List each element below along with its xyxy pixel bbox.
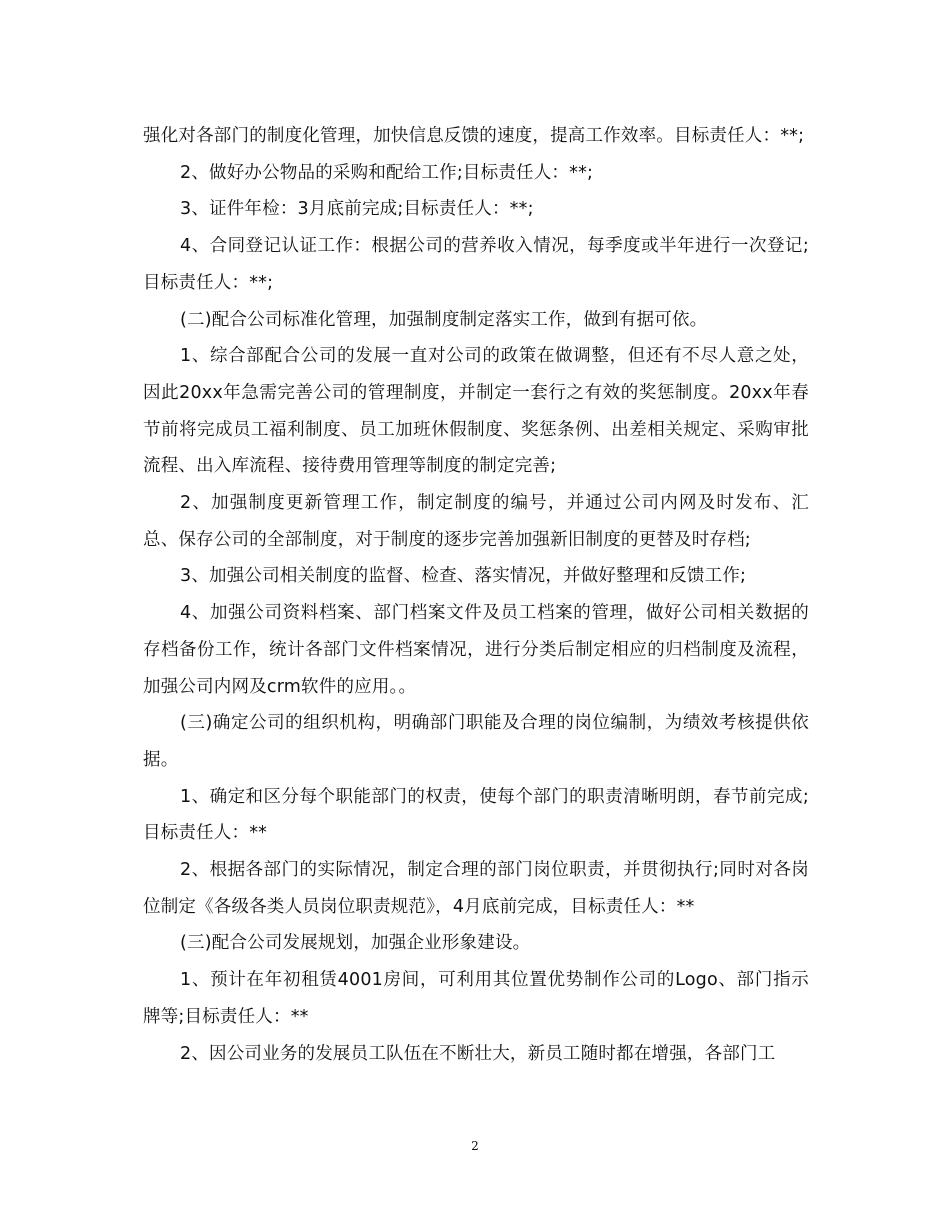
paragraph-item-4: 4、合同登记认证工作：根据公司的营养收入情况，每季度或半年进行一次登记;目标责任人：**; xyxy=(143,236,809,293)
paragraph-item-1: 1、确定和区分每个职能部门的权责，使每个部门的职责清晰明朗，春节前完成;目标责任人：** xyxy=(143,786,809,844)
section-heading-3: (三)确定公司的组织机构，明确部门职能及合理的岗位编制，为绩效考核提供依据。 xyxy=(143,713,809,770)
paragraph-item-2: 2、加强制度更新管理工作，制定制度的编号，并通过公司内网及时发布、汇总、保存公司的全部制度，对于制度的逐步完善加强新旧制度的更替及时存档; xyxy=(143,493,809,550)
section-heading-2: (二)配合公司标准化管理，加强制度制定落实工作，做到有据可依。 xyxy=(180,309,708,330)
paragraph-item-1: 1、预计在年初租赁4001房间，可利用其位置优势制作公司的Logo、部门指示牌等;目标责任人：** xyxy=(143,970,809,1027)
paragraph-item-2: 2、根据各部门的实际情况，制定合理的部门岗位职责，并贯彻执行;同时对各岗位制定《各级各类人员岗位职责规范》，4月底前完成，目标责任人：** xyxy=(143,860,809,917)
paragraph-item-2: 2、做好办公物品的采购和配给工作;目标责任人：**; xyxy=(180,162,594,183)
paragraph-item-4: 4、加强公司资料档案、部门档案文件及员工档案的管理，做好公司相关数据的存档备份工作，统计各部门文件档案情况，进行分类后制定相应的归档制度及流程，加强公司内网及crm软件的应用。。 xyxy=(143,603,809,697)
document-body xyxy=(143,118,809,1072)
page-number: 2 xyxy=(471,1139,479,1153)
paragraph-continuation: 强化对各部门的制度化管理，加快信息反馈的速度，提高工作效率。目标责任人：**; xyxy=(143,126,805,146)
paragraph-item-3: 3、加强公司相关制度的监督、检查、落实情况，并做好整理和反馈工作; xyxy=(180,566,747,587)
paragraph-item-1: 1、综合部配合公司的发展一直对公司的政策在做调整，但还有不尽人意之处，因此20xx年急需完善公司的管理制度，并制定一套行之有效的奖惩制度。20xx年春节前将完成员工福利制度、员工加班休假制度、奖惩条例、出差相关规定、采购审批流程、出入库流程、接待费用管理等制度的制定完善; xyxy=(143,346,809,477)
paragraph-item-2: 2、因公司业务的发展员工队伍在不断壮大，新员工随时都在增强，各部门工 xyxy=(180,1043,776,1064)
section-heading-3b: (三)配合公司发展规划，加强企业形象建设。 xyxy=(180,933,531,954)
paragraph-item-3: 3、证件年检：3月底前完成;目标责任人：**; xyxy=(180,199,534,220)
